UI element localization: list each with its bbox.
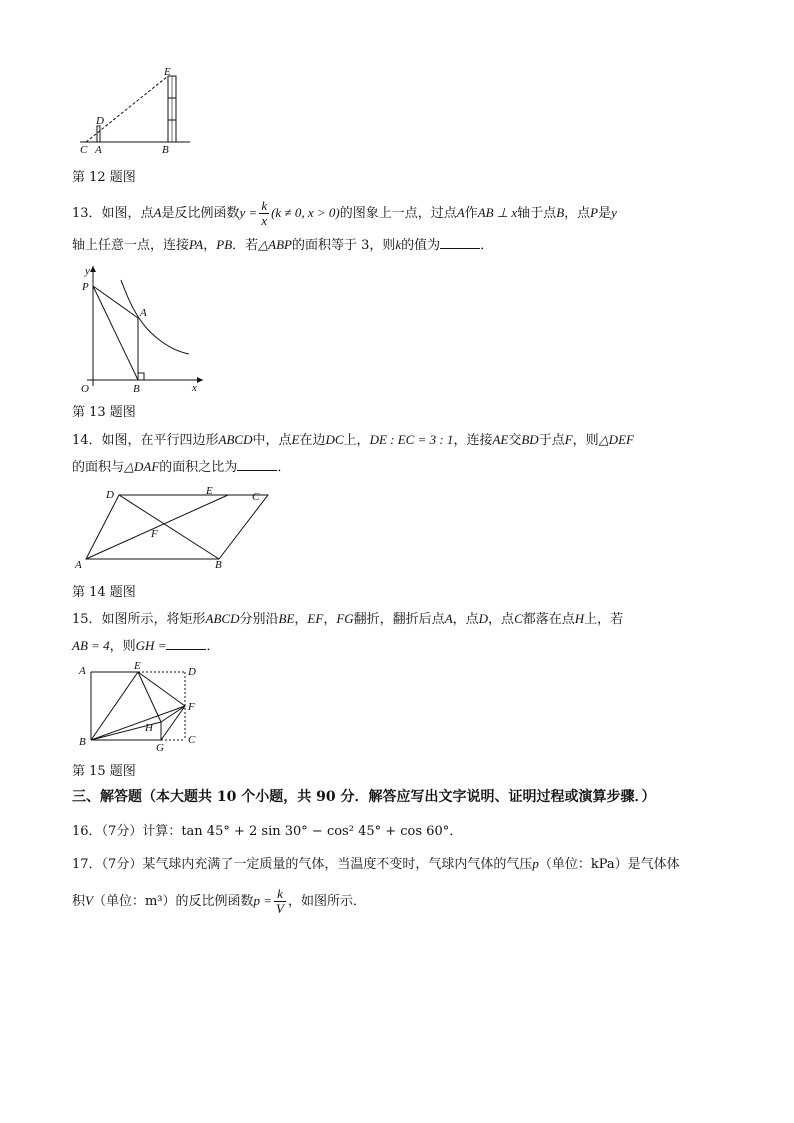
fold-EF (138, 672, 185, 706)
label-D: D (96, 115, 104, 127)
q13-line2: 轴上任意一点，连接PA，PB．若△ABP的面积等于 3，则k的值为 ． (72, 237, 494, 253)
label-E: E (134, 660, 141, 672)
label-A: A (75, 559, 82, 571)
label-A: A (140, 307, 147, 319)
label-x: x (192, 382, 197, 394)
fold-FG (161, 706, 185, 740)
caption-fig13: 第 13 题图 (72, 405, 136, 420)
label-H: H (145, 722, 153, 734)
hyperbola-curve (121, 280, 189, 354)
section3-heading: 三、解答题（本大题共 10 个小题，共 90 分．解答应写出文字说明、证明过程或演算步骤．） (72, 789, 656, 805)
figure-15 (75, 660, 205, 752)
segment-BD (119, 495, 219, 559)
segment-HF (161, 706, 185, 722)
label-B: B (133, 383, 140, 394)
q16-expression: tan 45° + 2 sin 30° − cos² 45° + cos 60° (181, 824, 450, 839)
label-O: O (81, 383, 89, 394)
label-B: B (79, 736, 86, 748)
label-y: y (85, 265, 90, 277)
label-E: E (164, 66, 171, 78)
segment-BF (91, 706, 185, 740)
label-F: F (151, 528, 158, 540)
right-angle-mark (138, 373, 144, 380)
label-B: B (162, 144, 169, 156)
q17-line1: 17．（7分）某气球内充满了一定质量的气体，当温度不变时，气球内气体的气压p（单位：kPa）是气体体 (72, 856, 680, 872)
label-C: C (188, 734, 196, 746)
label-F: F (188, 701, 195, 713)
caption-fig15: 第 15 题图 (72, 764, 136, 779)
figure-12 (72, 64, 202, 159)
segment-AE (86, 495, 228, 559)
answer-blank-q14 (237, 458, 277, 471)
segment-EH (138, 672, 161, 722)
q14-line2: 的面积与△DAF的面积之比为 ． (72, 459, 291, 475)
label-E: E (206, 485, 213, 497)
q16-line: 16．（7分）计算：tan 45° + 2 sin 30° − cos² 45° + cos 60°． (72, 824, 463, 839)
label-C: C (80, 144, 88, 156)
label-A: A (95, 144, 102, 156)
figure-14 (72, 484, 272, 574)
fraction-k-over-V: $\frac{k}{V}$ (276, 886, 284, 916)
parallelogram-ABCD (86, 495, 268, 559)
sight-line (86, 76, 168, 142)
label-D: D (188, 666, 196, 678)
caption-fig14: 第 14 题图 (72, 585, 136, 600)
label-C: C (252, 491, 260, 503)
q15-line1: 15．如图所示，将矩形ABCD分别沿BE，EF，FG翻折，翻折后点A，点D，点C都落在点H上，若 (72, 611, 624, 627)
label-B: B (215, 559, 222, 571)
q13-line1: 13．如图，点A是反比例函数y = $\frac{k}{x}$ (k ≠ 0, x > 0)的图象上一点，过点A作AB ⊥ x轴于点B，点P是y (72, 198, 617, 228)
fraction-k-over-x: $\frac{k}{x}$ (261, 198, 268, 228)
figure-13 (75, 262, 210, 394)
answer-blank-q15 (166, 637, 206, 650)
label-G: G (156, 742, 164, 752)
label-A: A (79, 665, 86, 677)
small-pole (97, 126, 100, 142)
q14-line1: 14．如图，在平行四边形ABCD中，点E在边DC上，DE : EC = 3 : 1，连接AE交BD于点F，则△DEF (72, 432, 634, 448)
segment-PA (93, 286, 138, 318)
q17-line2: 积V（单位：m³）的反比例函数p = $\frac{k}{V}$ ，如图所示． (72, 886, 367, 916)
label-D: D (106, 489, 114, 501)
q15-line2: AB = 4，则GH = ． (72, 638, 220, 654)
label-P: P (82, 281, 89, 293)
segment-PB (93, 286, 138, 380)
answer-blank-q13 (440, 236, 480, 249)
caption-fig12: 第 12 题图 (72, 170, 136, 185)
